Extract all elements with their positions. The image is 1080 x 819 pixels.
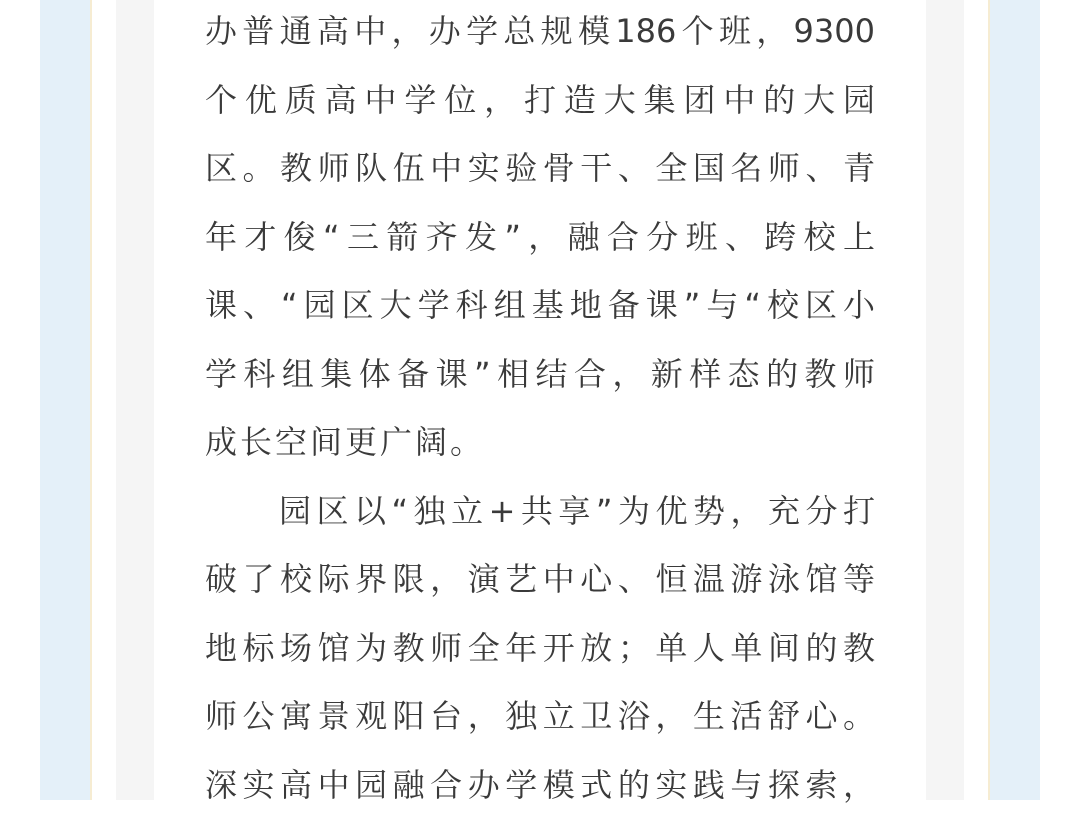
text-line: 师公寓景观阳台，独立卫浴，生活舒心。 [205, 682, 875, 751]
text-line: 深实高中园融合办学模式的实践与探索， [205, 751, 875, 819]
left-border-line [90, 0, 92, 800]
text-line: 学科组集体备课”相结合，新样态的教师 [205, 340, 875, 409]
left-background-strip [40, 0, 90, 800]
left-panel-shade [116, 0, 154, 800]
text-line: 办普通高中，办学总规模186个班，9300 [205, 0, 875, 66]
right-panel-shade [926, 0, 964, 800]
text-line: 年才俊“三箭齐发”，融合分班、跨校上 [205, 203, 875, 272]
text-line: 园区以“独立+共享”为优势，充分打 [205, 477, 875, 546]
paragraph-2 [205, 477, 875, 819]
text-line: 区。教师队伍中实验骨干、全国名师、青 [205, 134, 875, 203]
text-line: 地标场馆为教师全年开放；单人单间的教 [205, 614, 875, 683]
article-body [205, 0, 875, 819]
right-border-line [988, 0, 990, 800]
paragraph-1 [205, 0, 875, 477]
right-background-strip [990, 0, 1040, 800]
text-line: 个优质高中学位，打造大集团中的大园 [205, 66, 875, 135]
text-line: 破了校际界限，演艺中心、恒温游泳馆等 [205, 545, 875, 614]
text-line: 课、“园区大学科组基地备课”与“校区小 [205, 271, 875, 340]
text-line: 成长空间更广阔。 [205, 408, 875, 477]
